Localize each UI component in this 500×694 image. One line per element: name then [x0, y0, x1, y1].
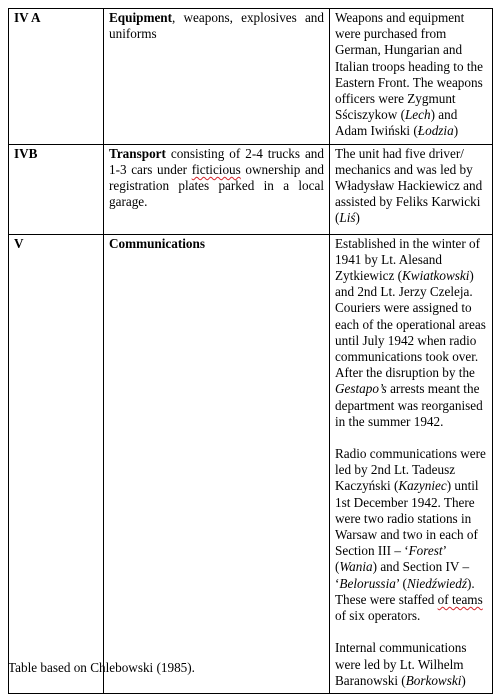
- table-caption: Table based on Chlebowski (1985).: [8, 660, 195, 675]
- notes-paragraph: Established in the winter of 1941 by Lt. Alesand Zytkiewicz (Kwiatkowski) and 2nd Lt. Jerzy Czeleja. Couriers were assigned to each of the operational areas until July 1942 when radio communications took over. After the disruption by the Gestapo’s arrests meant the department was reorganised in the summer 1942.: [335, 235, 486, 429]
- spellcheck-flag: of teams: [437, 591, 483, 607]
- spellcheck-flag: ficticious: [191, 161, 241, 177]
- section-notes: [330, 234, 493, 693]
- section-heading: Communications: [109, 235, 205, 251]
- section-description: Transport consisting of 2-4 trucks and 1-3 cars under ficticious ownership and registration plates parked in a local garage.: [104, 144, 330, 234]
- section-notes: The unit had five driver/ mechanics and was led by Władysław Hackiewicz and assisted by Feliks Karwicki (Liś): [330, 144, 493, 234]
- section-heading: Equipment: [109, 10, 173, 25]
- section-code: V: [9, 234, 104, 693]
- table-row: [9, 9, 493, 145]
- section-code: IVB: [9, 144, 104, 234]
- notes-paragraph: Radio communications were led by 2nd Lt. Tadeusz Kaczyński (Kazyniec) until 1st December 1942. There were two radio stations in Warsaw and two in each of Section III – ‘Forest’ (Wania) and Section IV – ‘Belorussia’ (Niedźwiedź). These were staffed of teams of six operators.: [335, 446, 486, 624]
- organisation-table: [8, 8, 493, 694]
- section-code: IV A: [9, 9, 104, 145]
- table-row: [9, 234, 493, 693]
- section-heading: Transport: [109, 145, 166, 161]
- table-row: [9, 144, 493, 234]
- section-description: Equipment, weapons, explosives and uniforms: [104, 9, 330, 145]
- section-description: [104, 234, 330, 693]
- notes-paragraph: Internal communications were led by Lt. Wilhelm Baranowski (Borkowski): [335, 640, 467, 688]
- section-notes: Weapons and equipment were purchased from German, Hungarian and Italian troops heading to the Eastern Front. The weapons officers were Zygmunt Sściszykow (Lech) and Adam Iwiński (Łodzia): [330, 9, 493, 145]
